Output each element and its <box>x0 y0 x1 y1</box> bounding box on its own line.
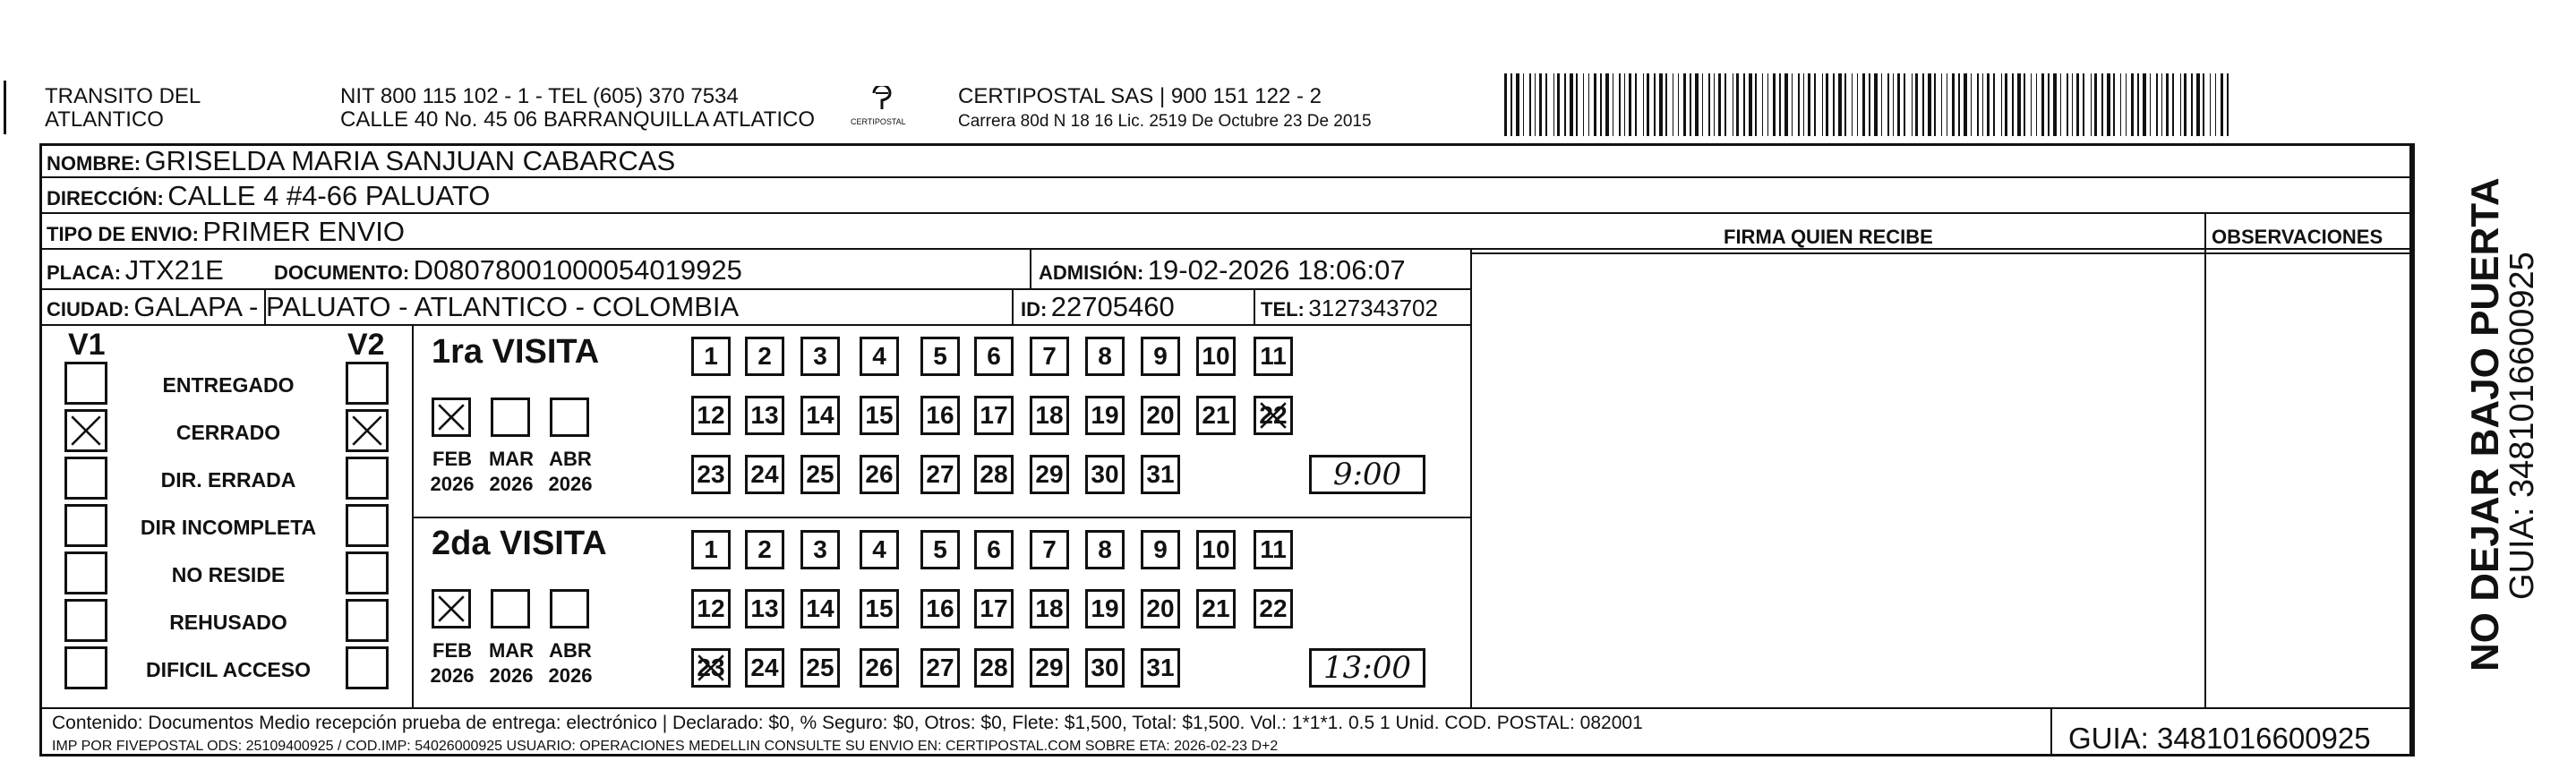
day-box[interactable]: 8 <box>1085 530 1125 569</box>
barcode-bar <box>2184 73 2187 136</box>
v1-checkbox[interactable] <box>64 504 107 547</box>
col-line <box>1254 288 1255 324</box>
status-label: DIFICIL ACCESO <box>145 658 311 681</box>
day-box[interactable]: 7 <box>1030 337 1069 376</box>
barcode-bar <box>2083 73 2084 136</box>
month-year: 2026 <box>548 473 593 495</box>
barcode-bar <box>1904 73 1905 136</box>
day-box[interactable]: 23 <box>691 455 731 494</box>
col-line <box>1030 248 1031 288</box>
barcode-bar <box>2143 73 2146 136</box>
barcode-bar <box>2031 73 2032 136</box>
courier-line1: CERTIPOSTAL SAS | 900 151 122 - 2 <box>958 84 1322 108</box>
barcode-bar <box>1714 73 1715 136</box>
v1-checkbox[interactable] <box>64 551 107 594</box>
day-box[interactable]: 20 <box>1141 396 1180 435</box>
month-checkbox[interactable] <box>432 589 471 628</box>
admision-field <box>1039 256 1406 284</box>
barcode-bar <box>1643 73 1644 136</box>
month-check-mark <box>434 592 468 626</box>
status-label: NO RESIDE <box>171 563 286 586</box>
barcode-bar <box>1798 73 1800 136</box>
observaciones-label: OBSERVACIONES <box>2212 226 2383 248</box>
day-box[interactable]: 28 <box>974 648 1014 688</box>
row-line <box>39 288 1470 290</box>
nombre-value: GRISELDA MARIA SANJUAN CABARCAS <box>144 145 676 176</box>
barcode-bar <box>1773 73 1776 136</box>
tel-label: TEL: <box>1261 298 1305 321</box>
id-label: ID: <box>1021 298 1048 321</box>
day-box[interactable]: 19 <box>1085 589 1125 628</box>
barcode-bar <box>2180 73 2181 136</box>
barcode-bar <box>2161 73 2162 136</box>
month-name: ABR <box>549 639 592 662</box>
v1-checkbox[interactable] <box>64 409 107 452</box>
visit-divider-line <box>412 517 1470 518</box>
barcode-bar <box>1605 73 1609 136</box>
day-box[interactable]: 24 <box>745 455 784 494</box>
day-box[interactable]: 15 <box>860 396 899 435</box>
day-box[interactable]: 18 <box>1030 396 1069 435</box>
barcode-bar <box>1743 73 1745 136</box>
nombre-row <box>47 147 675 175</box>
day-box[interactable]: 19 <box>1085 396 1125 435</box>
day-box[interactable]: 4 <box>860 337 899 376</box>
admision-label: ADMISIÓN: <box>1039 261 1144 284</box>
firma-header-line <box>1470 252 2412 254</box>
row-line <box>39 248 2412 250</box>
barcode-bar <box>1822 73 1823 136</box>
direccion-row <box>47 182 490 209</box>
barcode-bar <box>1897 73 1900 136</box>
barcode-bar <box>1792 73 1793 136</box>
status-label: DIR INCOMPLETA <box>140 516 317 539</box>
day-box[interactable]: 29 <box>1030 648 1069 688</box>
courier-line2: Carrera 80d N 18 16 Lic. 2519 De Octubre 23 De 2015 <box>958 112 1372 131</box>
direccion-value: CALLE 4 #4-66 PALUATO <box>167 180 491 211</box>
barcode-bar <box>2024 73 2025 136</box>
barcode-bar <box>2131 73 2134 136</box>
day-box[interactable]: 8 <box>1085 337 1125 376</box>
no-dejar-bajo-puerta: NO DEJAR BAJO PUERTA <box>2463 177 2507 671</box>
barcode-bar <box>1893 73 1894 136</box>
barcode-bar <box>1838 73 1842 136</box>
tipo-envio-row <box>47 218 405 245</box>
barcode-bar <box>1993 73 1995 136</box>
day-box[interactable]: 16 <box>920 396 960 435</box>
day-box[interactable]: 21 <box>1196 589 1236 628</box>
day-box[interactable]: 31 <box>1141 648 1180 688</box>
barcode-bar <box>1964 73 1967 136</box>
day-box[interactable]: 2 <box>745 530 784 569</box>
day-box[interactable]: 10 <box>1196 337 1236 376</box>
barcode-bar <box>1982 73 1983 136</box>
barcode-bar <box>1736 73 1739 136</box>
barcode-bar <box>2150 73 2151 136</box>
time-box[interactable] <box>1309 455 1425 494</box>
barcode-bar <box>1529 73 1531 136</box>
barcode-bar <box>1755 73 1757 136</box>
barcode-bar <box>1767 73 1768 136</box>
day-box[interactable]: 13 <box>745 589 784 628</box>
footer-top-line <box>39 707 2412 709</box>
documento-field <box>274 256 742 284</box>
day-box[interactable]: 26 <box>860 648 899 688</box>
month-year: 2026 <box>548 664 593 687</box>
month-name: ABR <box>549 448 592 470</box>
barcode-bar <box>1881 73 1882 136</box>
day-box[interactable]: 29 <box>1030 455 1069 494</box>
observaciones-area[interactable] <box>2208 256 2409 704</box>
day-box[interactable]: 27 <box>920 455 960 494</box>
day-box[interactable]: 28 <box>974 455 1014 494</box>
day-box[interactable]: 20 <box>1141 589 1180 628</box>
day-box[interactable]: 17 <box>974 589 1014 628</box>
status-label: CERRADO <box>175 421 281 444</box>
month-checkbox[interactable] <box>432 398 471 437</box>
barcode <box>1504 73 2238 136</box>
day-box[interactable]: 12 <box>691 396 731 435</box>
barcode-bar <box>2227 73 2229 136</box>
day-box[interactable]: 1 <box>691 337 731 376</box>
barcode-bar <box>1749 73 1752 136</box>
address-line: CALLE 40 No. 45 06 BARRANQUILLA ATLATICO <box>340 107 816 132</box>
day-box[interactable]: 5 <box>920 337 960 376</box>
v2-check-mark <box>348 412 386 449</box>
barcode-bar <box>1511 73 1512 136</box>
ciudad-value: GALAPA - PALUATO - ATLANTICO - COLOMBIA <box>133 291 740 322</box>
month-checkbox[interactable] <box>550 589 589 628</box>
barcode-bar <box>1784 73 1788 136</box>
month-checkbox[interactable] <box>491 589 530 628</box>
barcode-bar <box>1570 73 1573 136</box>
day-box[interactable]: 1 <box>691 530 731 569</box>
ciudad-field <box>47 293 739 321</box>
v2-checkbox[interactable] <box>346 457 389 500</box>
barcode-bar <box>1504 73 1507 136</box>
status-label: DIR. ERRADA <box>160 468 296 492</box>
day-box[interactable]: 18 <box>1030 589 1069 628</box>
barcode-bar <box>1977 73 1979 136</box>
placa-value: JTX21E <box>124 254 224 286</box>
row-line <box>39 212 2412 214</box>
day-box[interactable]: 22 <box>1254 589 1293 628</box>
firma-label: FIRMA QUIEN RECIBE <box>1724 226 1933 248</box>
day-box-marked[interactable]: 22 <box>1254 396 1293 435</box>
day-box[interactable]: 13 <box>745 396 784 435</box>
barcode-bar <box>1564 73 1566 136</box>
day-box[interactable]: 25 <box>800 648 840 688</box>
day-box[interactable]: 10 <box>1196 530 1236 569</box>
barcode-bar <box>1869 73 1870 136</box>
month-checkbox[interactable] <box>550 398 589 437</box>
day-box[interactable]: 3 <box>800 337 840 376</box>
day-box[interactable]: 17 <box>974 396 1014 435</box>
row-line <box>39 176 2412 178</box>
time-box[interactable] <box>1309 648 1425 688</box>
day-box[interactable]: 3 <box>800 530 840 569</box>
barcode-bar <box>2120 73 2121 136</box>
barcode-bar <box>1690 73 1691 136</box>
day-box[interactable]: 2 <box>745 337 784 376</box>
visit-time: 9:00 <box>1332 457 1402 492</box>
contenido-line: Contenido: Documentos Medio recepción prueba de entrega: electrónico | Declarado: $0, % Seguro: $0, Otros: $0, Flete: $1,500, Total: $1,500. Vol.: 1*1*1. 0.5 1 Unid. COD. POSTAL: 082001 <box>52 713 1643 733</box>
month-year: 2026 <box>489 664 534 687</box>
barcode-bar <box>1928 73 1931 136</box>
documento-label: DOCUMENTO: <box>274 261 410 284</box>
barcode-bar <box>2107 73 2110 136</box>
documento-value: D08078001000054019925 <box>413 254 742 286</box>
day-box[interactable]: 27 <box>920 648 960 688</box>
barcode-bar <box>1545 73 1547 136</box>
month-checkbox[interactable] <box>491 398 530 437</box>
barcode-bar <box>1803 73 1804 136</box>
barcode-bar <box>1922 73 1924 136</box>
side-panel <box>2421 161 2541 698</box>
v2-checkbox[interactable] <box>346 646 389 689</box>
day-box[interactable]: 31 <box>1141 455 1180 494</box>
barcode-bar <box>1971 73 1972 136</box>
barcode-bar <box>1852 73 1853 136</box>
org-name-line2: ATLANTICO <box>45 107 164 132</box>
barcode-bar <box>2094 73 2097 136</box>
visit-title: 1ra VISITA <box>432 333 600 371</box>
barcode-bar <box>2072 73 2073 136</box>
barcode-bar <box>2203 73 2204 136</box>
barcode-bar <box>2126 73 2127 136</box>
barcode-bar <box>1718 73 1721 136</box>
visit-title: 2da VISITA <box>432 525 607 562</box>
courier-logo-icon <box>842 86 922 116</box>
barcode-bar <box>1912 73 1913 136</box>
day-box[interactable]: 26 <box>860 455 899 494</box>
barcode-bar <box>2221 73 2223 136</box>
barcode-bar <box>1523 73 1524 136</box>
barcode-bar <box>1539 73 1542 136</box>
barcode-bar <box>1915 73 1918 136</box>
day-box[interactable]: 14 <box>800 589 840 628</box>
barcode-bar <box>1624 73 1625 136</box>
v2-checkbox[interactable] <box>346 599 389 642</box>
barcode-bar <box>2005 73 2007 136</box>
firma-area[interactable] <box>1474 256 2201 704</box>
barcode-bar <box>1702 73 1703 136</box>
barcode-bar <box>1826 73 1828 136</box>
barcode-bar <box>1862 73 1865 136</box>
barcode-bar <box>1857 73 1858 136</box>
imp-line: IMP POR FIVEPOSTAL ODS: 25109400925 / COD.IMP: 54026000925 USUARIO: OPERACIONES MEDELLIN CONSULTE SU ENVIO EN: CERTIPOSTAL.COM SOBRE ETA: 2026-02-23 D+2 <box>52 739 1279 754</box>
day-box[interactable]: 15 <box>860 589 899 628</box>
barcode-bar <box>2053 73 2057 136</box>
day-box[interactable]: 5 <box>920 530 960 569</box>
barcode-bar <box>1808 73 1810 136</box>
barcode-bar <box>2067 73 2068 136</box>
barcode-bar <box>1659 73 1663 136</box>
barcode-bar <box>2101 73 2103 136</box>
v2-checkbox[interactable] <box>346 362 389 405</box>
courier-logo <box>842 86 922 131</box>
barcode-bar <box>2001 73 2002 136</box>
day-box[interactable]: 4 <box>860 530 899 569</box>
org-name-line1: TRANSITO DEL <box>45 84 201 108</box>
v2-checkbox[interactable] <box>346 504 389 547</box>
barcode-bar <box>2196 73 2200 136</box>
barcode-bar <box>1588 73 1589 136</box>
tel-value: 3127343702 <box>1308 295 1438 321</box>
day-box[interactable]: 9 <box>1141 337 1180 376</box>
barcode-bar <box>1779 73 1781 136</box>
v1-checkbox[interactable] <box>64 599 107 642</box>
day-box[interactable]: 30 <box>1085 455 1125 494</box>
barcode-bar <box>1724 73 1726 136</box>
id-value: 22705460 <box>1050 291 1175 322</box>
barcode-bar <box>1665 73 1667 136</box>
month-year: 2026 <box>430 664 475 687</box>
barcode-bar <box>1516 73 1519 136</box>
barcode-bar <box>1654 73 1656 136</box>
barcode-bar <box>2215 73 2216 136</box>
v2-label: V2 <box>347 328 385 362</box>
placa-field <box>47 256 224 284</box>
month-name: FEB <box>432 448 472 470</box>
barcode-bar <box>1695 73 1699 136</box>
barcode-bar <box>2012 73 2014 136</box>
day-box[interactable]: 24 <box>745 648 784 688</box>
barcode-bar <box>2041 73 2044 136</box>
barcode-bar <box>1576 73 1578 136</box>
status-label: REHUSADO <box>169 611 287 634</box>
v2-checkbox[interactable] <box>346 551 389 594</box>
barcode-bar <box>1941 73 1942 136</box>
barcode-bar <box>1934 73 1936 136</box>
placa-label: PLACA: <box>47 261 122 284</box>
id-field <box>1021 293 1175 321</box>
barcode-bar <box>2166 73 2169 136</box>
barcode-bar <box>1958 73 1960 136</box>
day-box[interactable]: 11 <box>1254 337 1293 376</box>
month-name: MAR <box>488 448 535 470</box>
footer-guia: GUIA: 3481016600925 <box>2068 722 2371 755</box>
barcode-bar <box>1874 73 1878 136</box>
day-box[interactable]: 11 <box>1254 530 1293 569</box>
col-line <box>1012 288 1014 324</box>
tel-field <box>1261 296 1438 320</box>
barcode-bar <box>2076 73 2079 136</box>
month-year: 2026 <box>430 473 475 495</box>
row-line <box>39 324 1470 326</box>
barcode-bar <box>1678 73 1679 136</box>
col-line <box>1470 248 1472 707</box>
side-guia: GUIA: 3481016600925 <box>2503 252 2541 600</box>
month-year: 2026 <box>489 473 534 495</box>
barcode-bar <box>1708 73 1710 136</box>
month-name: MAR <box>488 639 535 662</box>
barcode-bar <box>1814 73 1816 136</box>
v2-checkbox[interactable] <box>346 409 389 452</box>
barcode-bar <box>1833 73 1835 136</box>
day-box[interactable]: 25 <box>800 455 840 494</box>
barcode-bar <box>1844 73 1846 136</box>
v1-checkbox[interactable] <box>64 646 107 689</box>
barcode-bar <box>1952 73 1955 136</box>
tipo-envio-value: PRIMER ENVIO <box>202 216 406 247</box>
barcode-bar <box>1635 73 1637 136</box>
month-name: FEB <box>432 639 472 662</box>
tipo-envio-label: TIPO DE ENVIO: <box>47 223 199 245</box>
barcode-bar <box>1583 73 1584 136</box>
ciudad-label: CIUDAD: <box>47 298 130 321</box>
v1-checkbox[interactable] <box>64 362 107 405</box>
barcode-bar <box>1887 73 1889 136</box>
day-box[interactable]: 14 <box>800 396 840 435</box>
barcode-bar <box>2048 73 2050 136</box>
barcode-bar <box>1683 73 1686 136</box>
barcode-bar <box>2210 73 2211 136</box>
barcode-bar <box>2191 73 2193 136</box>
col-line <box>2204 212 2206 707</box>
barcode-bar <box>1987 73 1990 136</box>
barcode-bar <box>1557 73 1560 136</box>
barcode-bar <box>1762 73 1763 136</box>
barcode-bar <box>1553 73 1554 136</box>
v1-label: V1 <box>68 328 106 362</box>
direccion-label: DIRECCIÓN: <box>47 187 164 209</box>
barcode-bar <box>1619 73 1621 136</box>
barcode-bar <box>1535 73 1536 136</box>
left-margin-line <box>4 81 6 134</box>
status-label: ENTREGADO <box>162 373 295 397</box>
day-box[interactable]: 12 <box>691 589 731 628</box>
day-box[interactable]: 16 <box>920 589 960 628</box>
day-box[interactable]: 7 <box>1030 530 1069 569</box>
barcode-bar <box>2156 73 2158 136</box>
barcode-bar <box>1594 73 1596 136</box>
day-box[interactable]: 9 <box>1141 530 1180 569</box>
barcode-bar <box>2017 73 2021 136</box>
month-check-mark <box>434 400 468 434</box>
visit-time: 13:00 <box>1323 650 1411 686</box>
day-box[interactable]: 21 <box>1196 396 1236 435</box>
barcode-bar <box>2091 73 2092 136</box>
barcode-bar <box>2172 73 2174 136</box>
col-line <box>412 324 414 707</box>
nit-line: NIT 800 115 102 - 1 - TEL (605) 370 7534 <box>340 84 739 108</box>
day-box[interactable]: 30 <box>1085 648 1125 688</box>
admision-value: 19-02-2026 18:06:07 <box>1147 254 1406 286</box>
nombre-label: NOMBRE: <box>47 152 141 175</box>
barcode-bar <box>2060 73 2061 136</box>
v1-check-mark <box>67 412 105 449</box>
day-box-marked[interactable]: 23 <box>691 648 731 688</box>
courier-logo-text: CERTIPOSTAL <box>851 117 906 126</box>
v1-checkbox[interactable] <box>64 457 107 500</box>
barcode-bar <box>2113 73 2115 136</box>
barcode-bar <box>2036 73 2037 136</box>
col-line <box>2412 143 2415 757</box>
col-line <box>2050 707 2052 757</box>
barcode-bar <box>2137 73 2139 136</box>
barcode-bar <box>1600 73 1602 136</box>
barcode-bar <box>1647 73 1649 136</box>
day-box[interactable]: 6 <box>974 530 1014 569</box>
day-box[interactable]: 6 <box>974 337 1014 376</box>
barcode-bar <box>1629 73 1631 136</box>
